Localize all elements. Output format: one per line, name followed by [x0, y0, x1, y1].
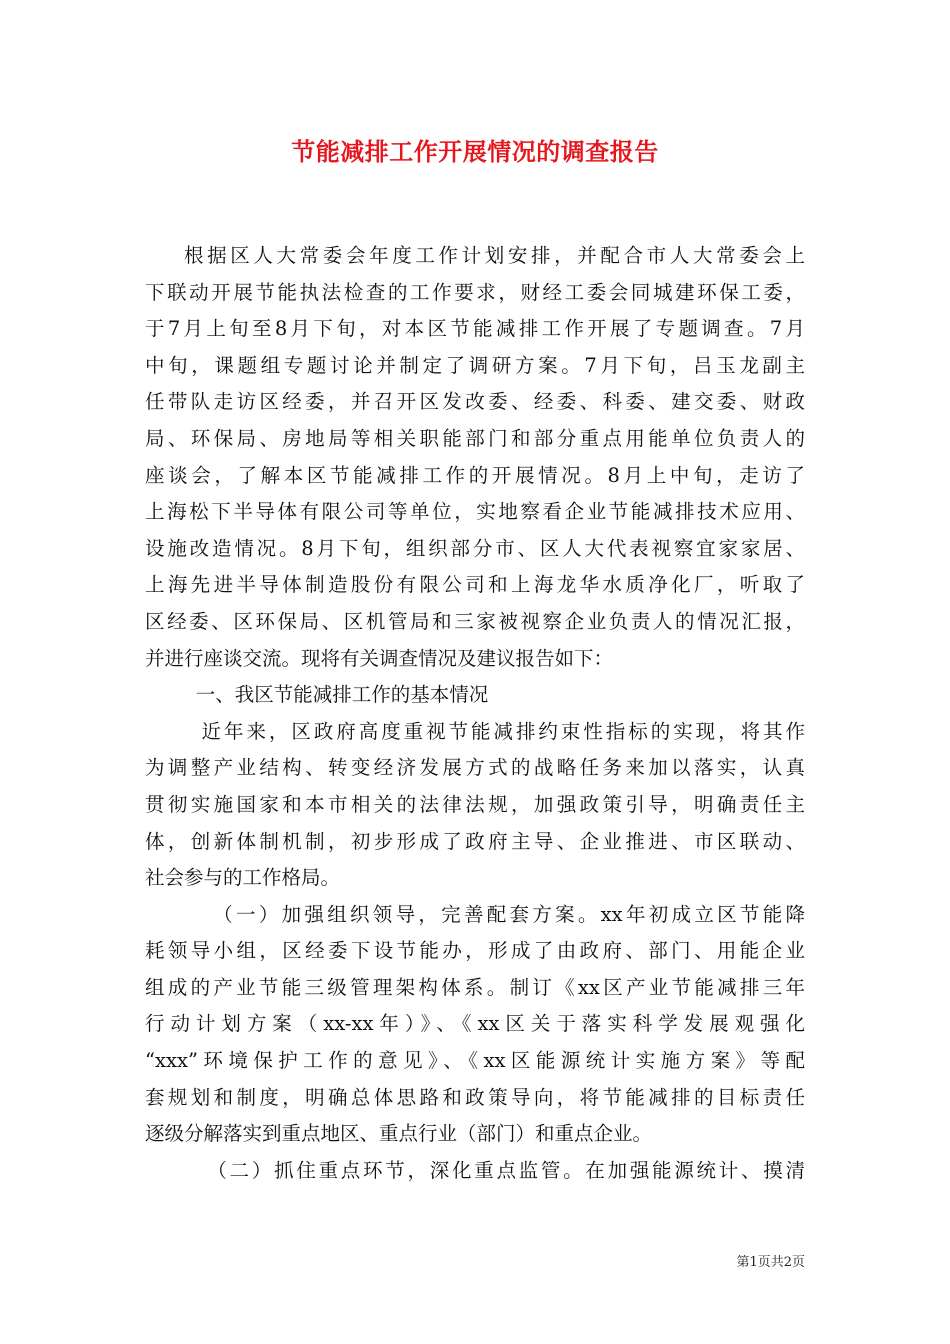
text-line: 行动计划方案（xx-xx年）》、《xx区关于落实科学发展观强化	[145, 1012, 805, 1036]
text-line: 上海先进半导体制造股份有限公司和上海龙华水质净化厂，听取了	[145, 573, 805, 597]
text-line: 设施改造情况。8月下旬，组织部分市、区人大代表视察宜家家居、	[145, 536, 805, 560]
text-line: 套规划和制度，明确总体思路和政策导向，将节能减排的目标责任	[145, 1085, 805, 1109]
text-line: （一）加强组织领导，完善配套方案。xx年初成立区节能降	[213, 902, 805, 926]
text-line: 下联动开展节能执法检查的工作要求，财经工委会同城建环保工委，	[145, 280, 805, 304]
document-body	[145, 238, 805, 1189]
text-line: 区经委、区环保局、区机管局和三家被视察企业负责人的情况汇报，	[145, 609, 805, 633]
text-line: 座谈会，了解本区节能减排工作的开展情况。8月上中旬，走访了	[145, 463, 805, 487]
text-line: 中旬，课题组专题讨论并制定了调研方案。7月下旬，吕玉龙副主	[145, 353, 805, 377]
page-number: 第1页共2页	[736, 1255, 805, 1270]
text-line: 于7月上旬至8月下旬，对本区节能减排工作开展了专题调查。7月	[145, 317, 805, 341]
text-line: 一、我区节能减排工作的基本情况	[195, 683, 489, 707]
text-line: 近年来，区政府高度重视节能减排约束性指标的实现，将其作	[201, 719, 805, 743]
page-title: 节能减排工作开展情况的调查报告	[291, 137, 659, 166]
text-line: 并进行座谈交流。现将有关调查情况及建议报告如下：	[145, 646, 614, 670]
text-line: 贯彻实施国家和本市相关的法律法规，加强政策引导，明确责任主	[145, 792, 805, 816]
text-line: “xxx”环境保护工作的意见》、《xx区能源统计实施方案》等配	[145, 1049, 805, 1073]
text-line: 逐级分解落实到重点地区、重点行业（部门）和重点企业。	[145, 1122, 653, 1146]
text-line: 根据区人大常委会年度工作计划安排，并配合市人大常委会上	[184, 244, 805, 267]
text-line: 体，创新体制机制，初步形成了政府主导、企业推进、市区联动、	[145, 829, 805, 853]
text-line: 为调整产业结构、转变经济发展方式的战略任务来加以落实，认真	[145, 756, 805, 780]
text-line: 组成的产业节能三级管理架构体系。制订《xx区产业节能减排三年	[145, 975, 805, 999]
text-line: 局、环保局、房地局等相关职能部门和部分重点用能单位负责人的	[145, 426, 805, 450]
text-line: 任带队走访区经委，并召开区发改委、经委、科委、建交委、财政	[145, 390, 805, 414]
text-line: 社会参与的工作格局。	[145, 866, 341, 890]
text-line: （二）抓住重点环节，深化重点监管。在加强能源统计、摸清	[207, 1158, 805, 1182]
text-line: 耗领导小组，区经委下设节能办，形成了由政府、部门、用能企业	[145, 939, 805, 963]
text-line: 上海松下半导体有限公司等单位，实地察看企业节能减排技术应用、	[145, 500, 805, 524]
